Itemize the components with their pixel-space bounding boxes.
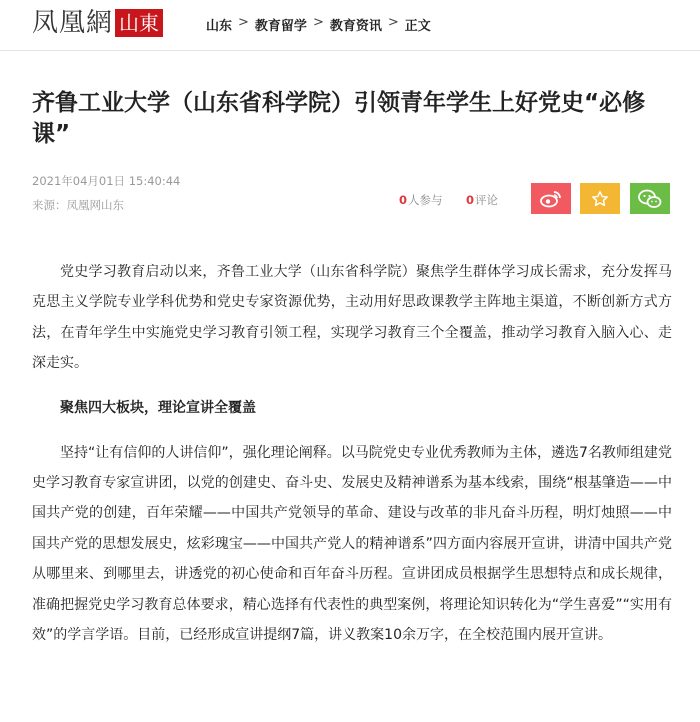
breadcrumb-shandong[interactable]: 山东 [206, 19, 233, 34]
article-body [32, 257, 672, 650]
article-paragraph: 坚持“让有信仰的人讲信仰”，强化理论阐释。以马院党史专业优秀教师为主体，遴选7名教师组建党史学习教育专家宣讲团，以党的创建史、奋斗史、发展史及精神谱系为基本线索，围绕“根基肇造——中国共产党的创建，百年荣耀——中国共产党领导的革命、建设与改革的非凡奋斗历程，明灯烛照——中国共产党的思想发展史，炫彩瑰宝——中国共产党人的精神谱系”四方面内容展开宣讲，讲清中国共产党从哪里来、到哪里去，讲透党的初心使命和百年奋斗历程。宣讲团成员根据学生思想特点和成长规律，准确把握党史学习教育总体要求，精心选择有代表性的典型案例，将理论知识转化为“学生喜爱”“实用有效”的学言学语。目前，已经形成宣讲提纲7篇，讲义教案10余万字，在全校范围内展开宣讲。 [32, 444, 672, 644]
article-source: 来源：凤凰网山东 [32, 198, 124, 212]
section-heading: 聚焦四大板块，理论宣讲全覆盖 [60, 399, 256, 416]
article-title: 齐鲁工业大学（山东省科学院）引领青年学生上好党史“必修课” [32, 90, 646, 147]
comments-link[interactable] [466, 192, 498, 208]
share-wechat-button[interactable] [630, 183, 670, 214]
share-weibo-button[interactable] [531, 183, 571, 214]
participants-count[interactable] [399, 192, 443, 208]
participants-number: 0 [399, 193, 408, 207]
breadcrumb-separator: > [387, 15, 399, 30]
logo-region-badge: 山東 [115, 9, 163, 37]
comments-label: 评论 [475, 193, 499, 207]
breadcrumb-separator: > [312, 15, 324, 30]
breadcrumb [206, 15, 431, 34]
publish-time: 2021年04月01日 15:40:44 [32, 174, 181, 188]
weibo-icon [540, 190, 562, 208]
site-logo[interactable] [32, 8, 163, 38]
comments-number: 0 [466, 193, 475, 207]
wechat-icon [638, 189, 662, 209]
breadcrumb-separator: > [238, 15, 249, 30]
favorite-button[interactable] [580, 183, 620, 214]
breadcrumb-education-news[interactable]: 教育资讯 [329, 19, 382, 34]
article-paragraph: 党史学习教育启动以来，齐鲁工业大学（山东省科学院）聚焦学生群体学习成长需求，充分发挥马克思主义学院专业学科优势和党史专家资源优势，主动用好思政课教学主阵地主渠道，不断创新方式方法，在青年学生中实施党史学习教育引领工程，实现学习教育三个全覆盖，推动学习教育入脑入心、走深走实。 [32, 264, 672, 372]
logo-text: 凤凰網 [32, 8, 114, 38]
star-icon [591, 190, 609, 208]
breadcrumb-current: 正文 [404, 19, 431, 34]
site-header [0, 0, 700, 51]
breadcrumb-education-abroad[interactable]: 教育留学 [254, 19, 307, 34]
participants-label: 人参与 [408, 193, 443, 207]
